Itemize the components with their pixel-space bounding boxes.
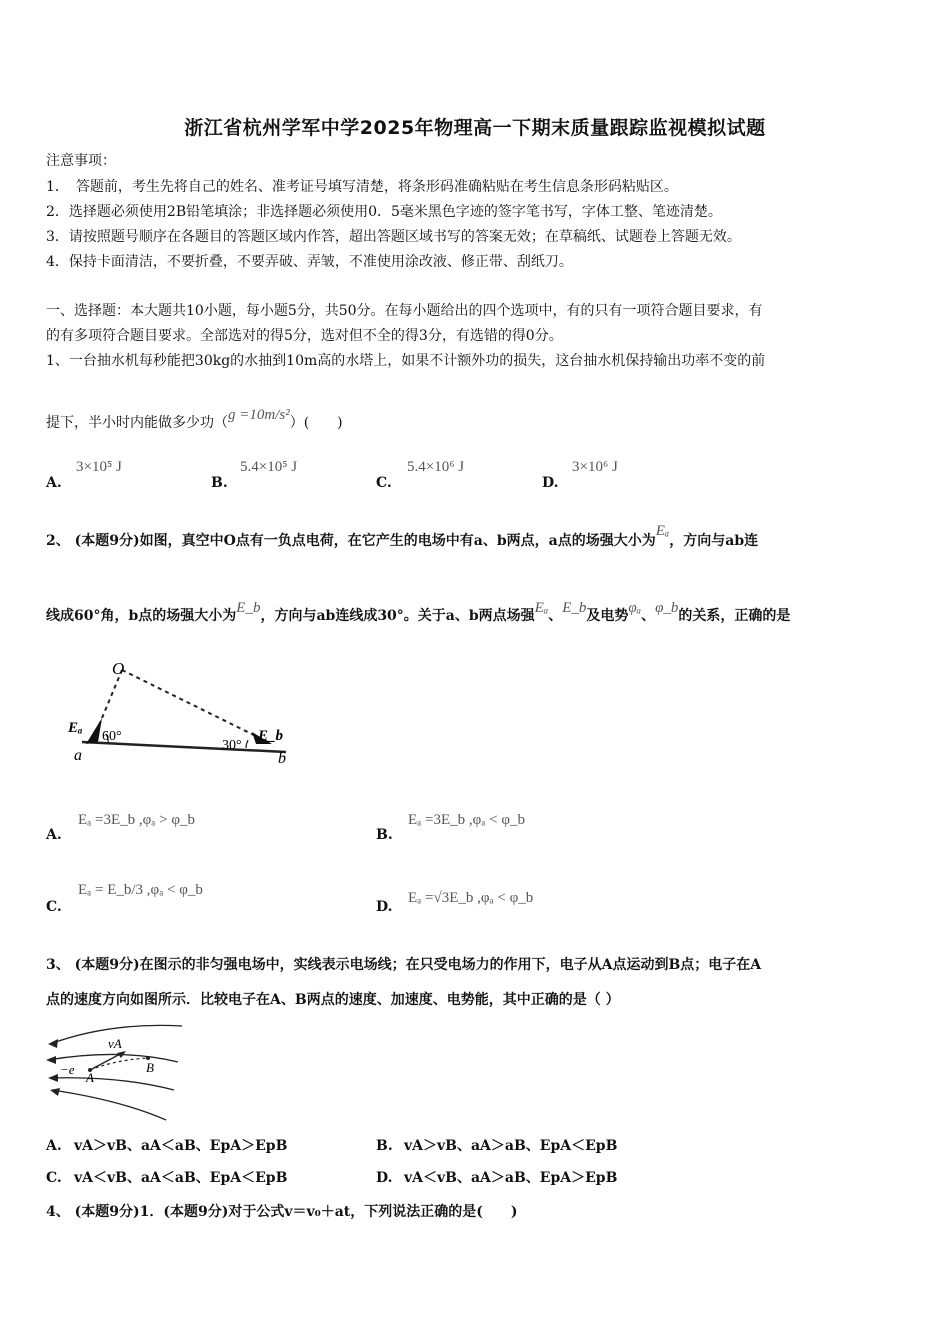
q3-option-a-letter: A. xyxy=(46,1138,62,1154)
q2-ea-arrow-icon xyxy=(86,718,102,744)
q3-label-va: vA xyxy=(108,1036,122,1051)
q3-arrowhead-1-icon xyxy=(48,1039,58,1048)
q1-option-b-letter: B. xyxy=(211,475,228,491)
q2-ea-symbol: Eₐ xyxy=(655,523,670,539)
q2-option-a-value: Eₐ =3E_b ,φₐ > φ_b xyxy=(78,812,196,828)
q3-label-b: B xyxy=(146,1060,154,1075)
q3-trajectory xyxy=(90,1058,148,1070)
q3-stem-line-1: 3、 (本题9分)在图示的非匀强电场中，实线表示电场线；在只受电场力的作用下，电子从A点运动到B点；电子在A xyxy=(46,957,762,973)
q3-arrowhead-2-icon xyxy=(46,1056,56,1064)
q2-label-o: O xyxy=(112,659,125,678)
q2-stem-pre: 2、 (本题9分)如图，真空中O点有一负点电荷，在它产生的电场中有a、b两点，a点的场强大小为 xyxy=(46,533,656,549)
q2-field-diagram xyxy=(50,648,310,776)
q1-option-a-letter: A. xyxy=(46,475,62,491)
q3-field-diagram xyxy=(40,1020,190,1122)
q2-label-eb: E_b xyxy=(258,728,284,744)
q2-angle-b-arc xyxy=(246,740,248,748)
q2-phi-a-symbol: φₐ xyxy=(628,600,642,616)
q2-ob-dashed-line xyxy=(122,670,272,744)
q2-option-c-value: Eₐ = E_b/3 ,φₐ < φ_b xyxy=(78,882,203,898)
q1-stem-line-1: 1、一台抽水机每秒能把30kg的水抽到10m高的水塔上，如果不计额外功的损失，这台抽水机保持输出功率不变的前 xyxy=(46,353,766,369)
notice-item-2: 2．选择题必须使用2B铅笔填涂；非选择题必须使用0．5毫米黑色字迹的签字笔书写，字体工整、笔迹清楚。 xyxy=(46,204,722,220)
q2-option-b-letter: B. xyxy=(376,827,393,843)
page-title: 浙江省杭州学军中学2025年物理高一下期末质量跟踪监视模拟试题 xyxy=(184,117,766,139)
q3-option-d-value: vA＜vB、aA＞aB、EpA＞EpB xyxy=(404,1170,618,1186)
q1-option-d-letter: D. xyxy=(542,475,559,491)
q2-phi-b-symbol: φ_b xyxy=(655,600,679,616)
q3-label-a: A xyxy=(86,1070,94,1085)
q2-eb-symbol: E_b xyxy=(236,600,261,616)
notice-item-1: 1． 答题前，考生先将自己的姓名、准考证号填写清楚，将条形码准确粘贴在考生信息条形码粘贴区。 xyxy=(46,179,678,195)
q3-option-c-letter: C. xyxy=(46,1170,62,1186)
q3-option-a-value: vA＞vB、aA＜aB、EpA＞EpB xyxy=(74,1138,288,1154)
q2-line2-post: 的关系，正确的是 xyxy=(678,608,791,624)
q2-line2-mid: ，方向与ab连线成30°。关于a、b两点场强 xyxy=(260,608,535,624)
q1-option-a-value: 3×10⁵ J xyxy=(76,459,122,475)
section-intro-line-2: 的有多项符合题目要求。全部选对的得5分，选对但不全的得3分，有选错的得0分。 xyxy=(46,328,563,344)
q1-option-c-value: 5.4×10⁶ J xyxy=(407,459,465,475)
q2-ea-symbol-2: Eₐ xyxy=(534,600,549,616)
q3-option-b-value: vA＞vB、aA＞aB、EpA＜EpB xyxy=(404,1138,618,1154)
q2-eb-symbol-2: E_b xyxy=(562,600,587,616)
q2-option-c-letter: C. xyxy=(46,899,62,915)
q2-label-60: 60° xyxy=(102,729,122,744)
q2-label-ea: Eₐ xyxy=(68,720,83,736)
q2-line2-mid2: 及电势 xyxy=(586,608,629,624)
q2-label-a: a xyxy=(74,747,82,764)
q3-field-line-4 xyxy=(52,1090,166,1120)
section-intro-line-1: 一、选择题：本大题共10小题，每小题5分，共50分。在每小题给出的四个选项中，有的只有一项符合题目要求，有 xyxy=(46,303,763,319)
q1-g-formula: g =10m/s² xyxy=(228,407,290,423)
notice-item-4: 4．保持卡面清洁，不要折叠，不要弄破、弄皱，不准使用涂改液、修正带、刮纸刀。 xyxy=(46,254,573,270)
q1-option-b-value: 5.4×10⁵ J xyxy=(240,459,298,475)
q1-option-c-letter: C. xyxy=(376,475,392,491)
q2-option-d-value: Eₐ =√3E_b ,φₐ < φ_b xyxy=(408,890,534,906)
q2-label-b: b xyxy=(278,750,286,767)
q4-stem: 4、 (本题9分)1．(本题9分)对于公式v＝v₀＋at，下列说法正确的是( ) xyxy=(46,1204,518,1220)
q2-line2-pre: 线成60°角，b点的场强大小为 xyxy=(46,608,237,624)
q1-option-d-value: 3×10⁶ J xyxy=(572,459,618,475)
q3-label-e: −e xyxy=(60,1062,75,1077)
q1-stem-line-2 xyxy=(46,407,906,433)
q2-option-a-letter: A. xyxy=(46,827,62,843)
q3-field-line-3 xyxy=(50,1078,174,1090)
notice-item-3: 3．请按照题号顺序在各题目的答题区域内作答，超出答题区域书写的答案无效；在草稿纸、试题卷上答题无效。 xyxy=(46,229,741,245)
q2-option-b-value: Eₐ =3E_b ,φₐ < φ_b xyxy=(408,812,526,828)
q1-stem-post: ）( ) xyxy=(289,415,343,431)
q1-stem-pre: 提下，半小时内能做多少功（ xyxy=(46,415,228,431)
q3-option-d-letter: D. xyxy=(376,1170,393,1186)
q2-option-d-letter: D. xyxy=(376,899,393,915)
q2-separator-1: 、 xyxy=(548,608,563,624)
q2-label-30: 30° xyxy=(222,738,242,753)
q2-stem-line-1 xyxy=(46,523,906,551)
q3-arrowhead-3-icon xyxy=(48,1074,58,1082)
q2-stem-post: ，方向与ab连 xyxy=(669,533,759,549)
q3-option-b-letter: B. xyxy=(376,1138,393,1154)
q2-stem-line-2 xyxy=(46,600,906,626)
q3-stem-line-2: 点的速度方向如图所示．比较电子在A、B两点的速度、加速度、电势能，其中正确的是（ ） xyxy=(46,992,620,1008)
q3-option-c-value: vA＜vB、aA＜aB、EpA＜EpB xyxy=(74,1170,288,1186)
q3-arrowhead-4-icon xyxy=(50,1088,60,1096)
q2-separator-2: 、 xyxy=(641,608,656,624)
notice-heading: 注意事项： xyxy=(46,153,116,169)
